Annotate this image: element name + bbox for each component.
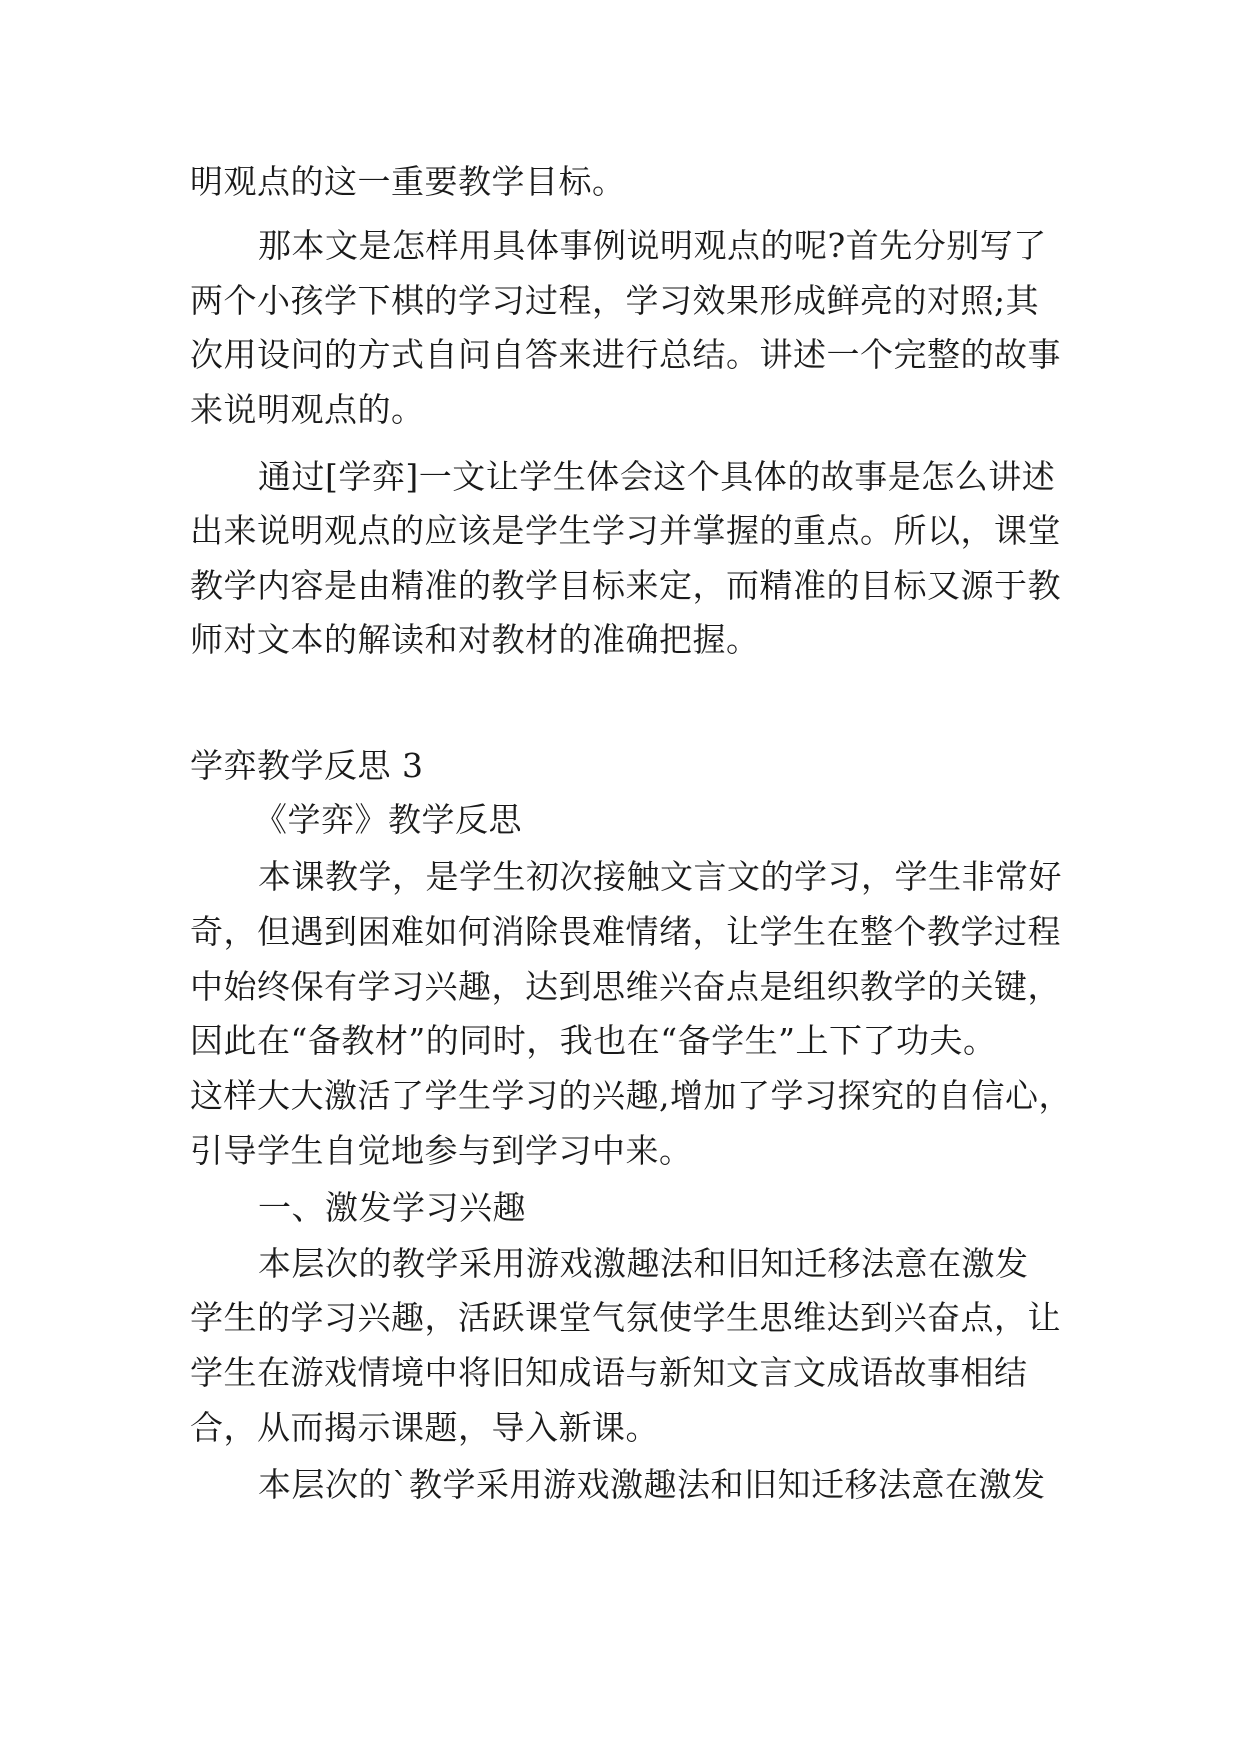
paragraph-line: 学生在游戏情境中将旧知成语与新知文言文成语故事相结 [190,1353,1028,1392]
paragraph-line: 两个小孩学下棋的学习过程，学习效果形成鲜亮的对照;其 [190,281,1040,320]
paragraph-line: 那本文是怎样用具体事例说明观点的呢?首先分别写了 [258,226,1047,265]
paragraph-line: 出来说明观点的应该是学生学习并掌握的重点。所以，课堂 [190,511,1061,550]
paragraph-line: 引导学生自觉地参与到学习中来。 [190,1131,693,1170]
paragraph-line: 来说明观点的。 [190,390,425,429]
paragraph-line: 中始终保有学习兴趣，达到思维兴奋点是组织教学的关键， [190,967,1061,1006]
paragraph-line: 本层次的教学采用游戏激趣法和旧知迁移法意在激发 [258,1244,1029,1283]
paragraph-line: 本课教学，是学生初次接触文言文的学习，学生非常好 [258,857,1062,896]
paragraph-line: 学生的学习兴趣，活跃课堂气氛使学生思维达到兴奋点，让 [190,1298,1061,1337]
subheading: 一、激发学习兴趣 [258,1188,526,1227]
paragraph-line: 师对文本的解读和对教材的准确把握。 [190,620,760,659]
paragraph-line: 次用设问的方式自问自答来进行总结。讲述一个完整的故事 [190,335,1061,374]
paragraph-line: 通过[学弈]一文让学生体会这个具体的故事是怎么讲述 [258,457,1056,496]
section-heading: 学弈教学反思 3 [190,746,424,785]
paragraph-line: 合，从而揭示课题，导入新课。 [190,1408,659,1447]
paragraph-line: 明观点的这一重要教学目标。 [190,162,626,201]
paragraph-line: 本层次的`教学采用游戏激趣法和旧知迁移法意在激发 [258,1465,1046,1504]
paragraph-line: 这样大大激活了学生学习的兴趣,增加了学习探究的自信心， [190,1076,1072,1115]
paragraph-line: 奇，但遇到困难如何消除畏难情绪，让学生在整个教学过程 [190,912,1061,951]
paragraph-line: 因此在“备教材”的同时，我也在“备学生”上下了功夫。 [190,1021,997,1060]
section-subtitle: 《学弈》教学反思 [254,800,522,839]
paragraph-line: 教学内容是由精准的教学目标来定，而精准的目标又源于教 [190,566,1061,605]
